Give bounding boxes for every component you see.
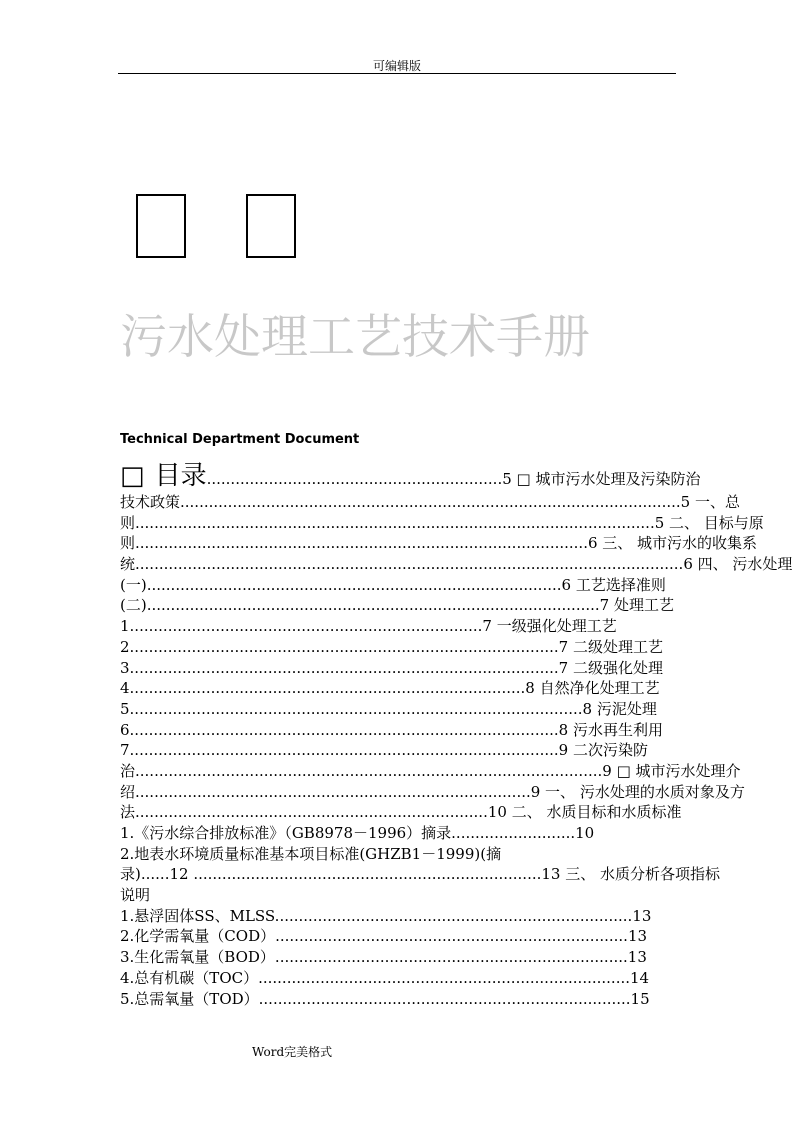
toc-heading-entry: ..............................................................5 □ 城市污水处理及污染防治 — [206, 470, 701, 488]
toc-line[interactable]: 2.化学需氧量（COD）..........................................................................13 — [120, 927, 648, 946]
header-divider — [118, 73, 676, 74]
placeholder-box — [136, 194, 186, 258]
toc-line[interactable]: 2.地表水环境质量标准基本项目标准(GHZB1－1999)(摘 — [120, 844, 502, 863]
toc-heading-label: 目录 — [154, 461, 207, 491]
toc-line[interactable]: 6..........................................................................................8 污水再生利用 — [120, 720, 663, 739]
toc-line[interactable]: 2..........................................................................................7 二级处理工艺 — [120, 637, 663, 656]
page-footer-text: Word完美格式 — [252, 1045, 333, 1059]
toc-line[interactable]: 录)......12 .........................................................................13 三、 水质分析各项指标 — [120, 865, 721, 884]
square-icon: □ — [120, 461, 145, 491]
toc-line[interactable]: 技术政策.........................................................................................................5 一、总 — [120, 493, 740, 511]
document-subtitle: Technical Department Document — [120, 432, 360, 447]
toc-line[interactable]: 统...................................................................................................................6 四、 污水处理 — [120, 555, 793, 574]
toc-line[interactable]: (一).......................................................................................6 工艺选择准则 — [120, 575, 666, 594]
toc-line[interactable]: 7..........................................................................................9 二次污染防 — [120, 741, 648, 760]
toc-line[interactable]: 绍...................................................................................9 一、 污水处理的水质对象及方 — [120, 782, 745, 801]
toc-line[interactable]: 4.总有机碳（TOC）..............................................................................14 — [120, 968, 650, 987]
toc-line[interactable]: 4...................................................................................8 自然净化处理工艺 — [120, 679, 660, 698]
toc-line[interactable]: 法..........................................................................10 二、 水质目标和水质标准 — [120, 803, 682, 822]
toc-line[interactable]: 1..........................................................................7 一级强化处理工艺 — [120, 617, 617, 636]
document-title: 污水处理工艺技术手册 — [120, 310, 590, 365]
toc-line[interactable]: 3.生化需氧量（BOD）..........................................................................13 — [120, 948, 647, 967]
placeholder-box — [246, 194, 296, 258]
toc-line[interactable]: 则...............................................................................................6 三、 城市污水的收集系 — [120, 534, 758, 553]
toc-line[interactable]: 3..........................................................................................7 二级强化处理 — [120, 658, 663, 677]
toc-line[interactable]: 1.《污水综合排放标准》（GB8978－1996）摘录..........................10 — [120, 824, 595, 842]
toc-line[interactable]: 治..................................................................................................9 □ 城市污水处理介 — [120, 761, 741, 780]
page-header-text: 可编辑版 — [372, 59, 421, 73]
toc-line[interactable]: 1.悬浮固体SS、MLSS...........................................................................13 — [120, 906, 652, 925]
toc-line[interactable]: 5.总需氧量（TOD）..............................................................................15 — [120, 989, 650, 1008]
toc-line[interactable]: 说明 — [120, 886, 151, 905]
table-of-contents — [120, 492, 793, 1009]
toc-line[interactable]: (二)...............................................................................................7 处理工艺 — [120, 596, 674, 615]
toc-line[interactable]: 5...............................................................................................8 污泥处理 — [120, 699, 657, 718]
toc-heading — [120, 455, 701, 492]
toc-line[interactable]: 则.............................................................................................................5 二、 目标与原 — [120, 513, 764, 532]
